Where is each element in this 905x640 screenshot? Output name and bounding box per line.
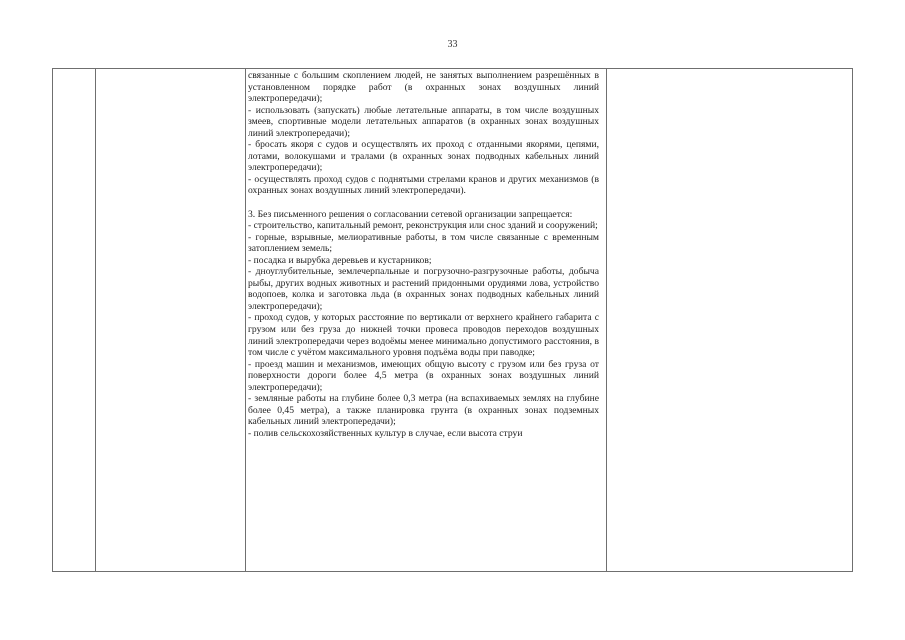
- requirements-text-cell: [248, 69, 599, 572]
- paragraph-spacer: [248, 197, 599, 209]
- text-paragraph: - земляные работы на глубине более 0,3 метра (на вспахиваемых землях на глубине более 0,45 метра), а также планировка грунта (в охранных зонах подземных кабельных линий электропередачи);: [248, 393, 599, 428]
- column-divider: [606, 69, 607, 571]
- column-divider: [245, 69, 246, 571]
- text-paragraph: - строительство, капитальный ремонт, реконструкция или снос зданий и сооружений;: [248, 220, 598, 232]
- text-paragraph: - бросать якоря с судов и осуществлять их проход с отданными якорями, цепями, лотами, волокушами и тралами (в охранных зонах подводных кабельных линий электропередачи);: [248, 139, 599, 174]
- column-divider: [95, 69, 96, 571]
- text-paragraph: - дноуглубительные, землечерпальные и погрузочно-разгрузочные работы, добыча рыбы, других водных животных и растений придонными орудиями лова, устройство водопоев, колка и заготовка льда (в охранных зонах подводных кабельных линий электропередачи);: [248, 266, 599, 312]
- text-paragraph: - проезд машин и механизмов, имеющих общую высоту с грузом или без груза от поверхности дороги более 4,5 метра (в охранных зонах воздушных линий электропередачи);: [248, 358, 599, 393]
- page-number: 33: [447, 39, 458, 50]
- text-paragraph: - посадка и вырубка деревьев и кустарников;: [248, 254, 432, 266]
- text-paragraph: 3. Без письменного решения о согласовании сетевой организации запрещается:: [248, 208, 573, 220]
- text-paragraph: - осуществлять проход судов с поднятыми стрелами кранов и других механизмов (в охранных зонах воздушных линий электропередачи).: [248, 173, 599, 197]
- text-paragraph: связанные с большим скоплением людей, не занятых выполнением разрешённых в установленном порядке работ (в охранных зонах воздушных линий электропередачи);: [248, 70, 599, 105]
- text-paragraph: - полив сельскохозяйственных культур в случае, если высота струи: [248, 427, 523, 439]
- text-paragraph: - проход судов, у которых расстояние по вертикали от верхнего крайнего габарита с грузом или без груза до нижней точки провеса проводов переходов воздушных линий электропередачи через водоёмы менее минимально допустимого расстояния, в том числе с учётом максимального уровня подъёма воды при паводке;: [248, 312, 599, 359]
- text-paragraph: - использовать (запускать) любые летательные аппараты, в том числе воздушных змеев, спортивные модели летательных аппаратов (в охранных зонах воздушных линий электропередачи);: [248, 104, 599, 139]
- regulation-table: [52, 68, 853, 572]
- text-paragraph: - горные, взрывные, мелиоративные работы, в том числе связанные с временным затоплением земель;: [248, 231, 599, 255]
